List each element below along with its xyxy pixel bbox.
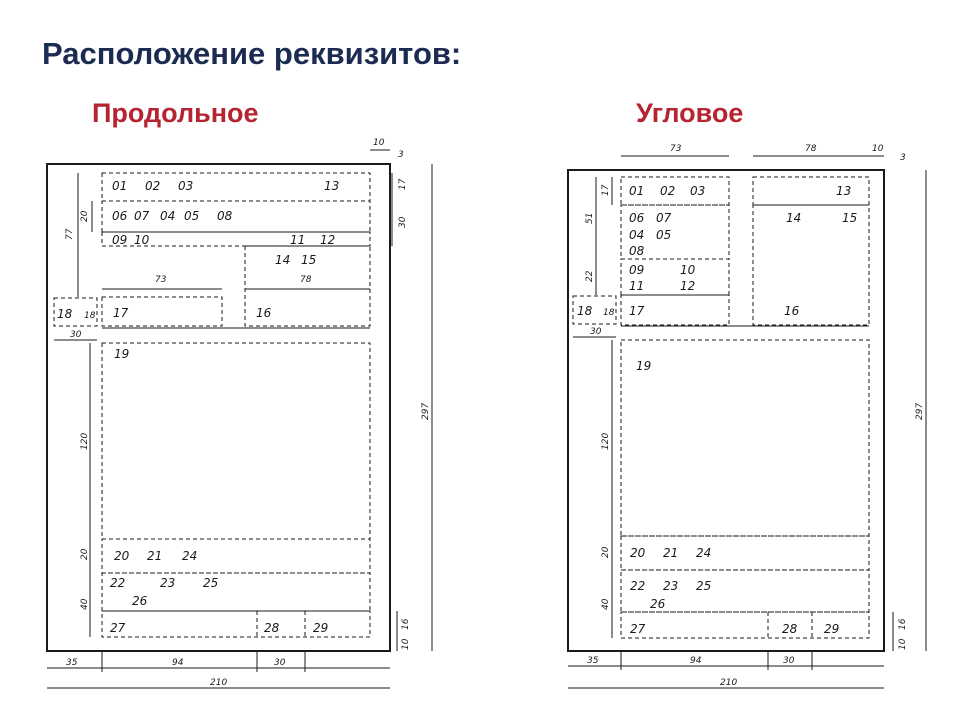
right-field-10: 10	[680, 263, 696, 277]
right-dim-17: 17	[601, 184, 611, 196]
left-block-20-24	[102, 539, 370, 573]
right-field-28: 28	[782, 622, 798, 636]
right-field-21: 21	[663, 546, 679, 560]
left-field-18: 18	[57, 307, 73, 321]
left-field-17: 17	[113, 306, 129, 320]
left-dim-210: 210	[210, 678, 228, 688]
right-field-27: 27	[630, 622, 646, 636]
left-dim-297: 297	[421, 402, 431, 420]
left-field-12: 12	[320, 233, 336, 247]
right-dim-10-bottom: 10	[898, 638, 908, 650]
left-field-01: 01	[112, 179, 128, 193]
left-field-13: 13	[324, 179, 340, 193]
right-field-14: 14	[786, 211, 802, 225]
right-field-19: 19	[636, 359, 652, 373]
right-field-20: 20	[630, 546, 646, 560]
right-field-18-small: 18	[603, 308, 615, 318]
right-field-17: 17	[629, 304, 645, 318]
left-field-29: 29	[313, 621, 329, 635]
left-field-25: 25	[203, 576, 219, 590]
right-dim-73: 73	[670, 144, 682, 154]
right-dim-22: 22	[585, 270, 595, 282]
left-dim-10: 10	[373, 138, 385, 148]
left-dim-20-bottom: 20	[80, 548, 90, 560]
left-field-26: 26	[132, 594, 148, 608]
right-field-12: 12	[680, 279, 696, 293]
left-dim-10-bottom: 10	[401, 638, 411, 650]
right-dim-120: 120	[601, 432, 611, 450]
left-field-08: 08	[217, 209, 233, 223]
right-field-16: 16	[784, 304, 800, 318]
right-field-24: 24	[696, 546, 712, 560]
left-dim-17: 17	[398, 178, 408, 190]
left-field-16: 16	[256, 306, 272, 320]
left-dim-35: 35	[66, 658, 78, 668]
heading-longitudinal: Продольное	[92, 98, 259, 128]
right-dim-35: 35	[587, 656, 599, 666]
right-dim-20: 20	[601, 546, 611, 558]
right-field-25: 25	[696, 579, 712, 593]
right-field-08: 08	[629, 244, 645, 258]
left-field-24: 24	[182, 549, 198, 563]
right-dim-30-bottom: 30	[783, 656, 795, 666]
right-dim-51: 51	[585, 212, 595, 224]
right-field-23: 23	[663, 579, 679, 593]
left-dim-30-right: 30	[398, 216, 408, 228]
left-field-22: 22	[110, 576, 126, 590]
right-field-04: 04	[629, 228, 645, 242]
right-field-22: 22	[630, 579, 646, 593]
right-dim-10: 10	[872, 144, 884, 154]
right-dim-3: 3	[900, 153, 906, 163]
right-block-19	[621, 340, 869, 536]
left-dim-3: 3	[398, 150, 404, 160]
right-block-13	[753, 177, 869, 205]
page-title: Расположение реквизитов:	[42, 36, 462, 71]
right-field-18: 18	[577, 304, 593, 318]
right-sheet-frame	[568, 170, 884, 651]
right-block-20-24	[621, 536, 869, 570]
left-block-19	[102, 343, 370, 539]
right-field-15: 15	[842, 211, 858, 225]
left-field-20: 20	[114, 549, 130, 563]
left-dim-73: 73	[155, 275, 167, 285]
right-field-02: 02	[660, 184, 676, 198]
left-field-05: 05	[184, 209, 200, 223]
left-dim-78: 78	[300, 275, 312, 285]
left-field-09: 09	[112, 233, 128, 247]
left-field-18-small: 18	[84, 311, 96, 321]
left-dim-30-left: 30	[70, 330, 82, 340]
left-sheet	[47, 138, 432, 688]
right-field-01: 01	[629, 184, 645, 198]
right-field-06: 06	[629, 211, 645, 225]
left-field-28: 28	[264, 621, 280, 635]
right-dim-297: 297	[915, 402, 925, 420]
left-dim-30-bottom: 30	[274, 658, 286, 668]
left-field-14: 14	[275, 253, 291, 267]
left-field-04: 04	[160, 209, 176, 223]
left-field-27: 27	[110, 621, 126, 635]
left-field-15: 15	[301, 253, 317, 267]
heading-corner: Угловое	[636, 98, 744, 128]
right-field-29: 29	[824, 622, 840, 636]
left-sheet-frame	[47, 164, 390, 651]
right-field-26: 26	[650, 597, 666, 611]
right-field-09: 09	[629, 263, 645, 277]
left-field-03: 03	[178, 179, 194, 193]
left-field-11: 11	[290, 233, 306, 247]
right-field-13: 13	[836, 184, 852, 198]
right-field-07: 07	[656, 211, 672, 225]
left-dim-94: 94	[172, 658, 184, 668]
right-dim-40: 40	[601, 598, 611, 610]
left-field-06: 06	[112, 209, 128, 223]
right-field-11: 11	[629, 279, 645, 293]
right-dim-16: 16	[898, 618, 908, 630]
right-dim-210: 210	[720, 678, 738, 688]
right-dim-78: 78	[805, 144, 817, 154]
left-dim-40: 40	[80, 598, 90, 610]
left-field-10: 10	[134, 233, 150, 247]
left-dim-16: 16	[401, 618, 411, 630]
right-field-03: 03	[690, 184, 706, 198]
right-dim-30-left: 30	[590, 327, 602, 337]
left-field-07: 07	[134, 209, 150, 223]
right-sheet	[568, 144, 926, 688]
right-dim-94: 94	[690, 656, 702, 666]
left-block-27-29	[102, 611, 370, 637]
right-field-05: 05	[656, 228, 672, 242]
left-field-21: 21	[147, 549, 163, 563]
left-field-02: 02	[145, 179, 161, 193]
left-dim-120: 120	[80, 432, 90, 450]
left-dim-77: 77	[65, 228, 75, 240]
left-field-23: 23	[160, 576, 176, 590]
left-field-19: 19	[114, 347, 130, 361]
left-dim-20: 20	[80, 210, 90, 222]
